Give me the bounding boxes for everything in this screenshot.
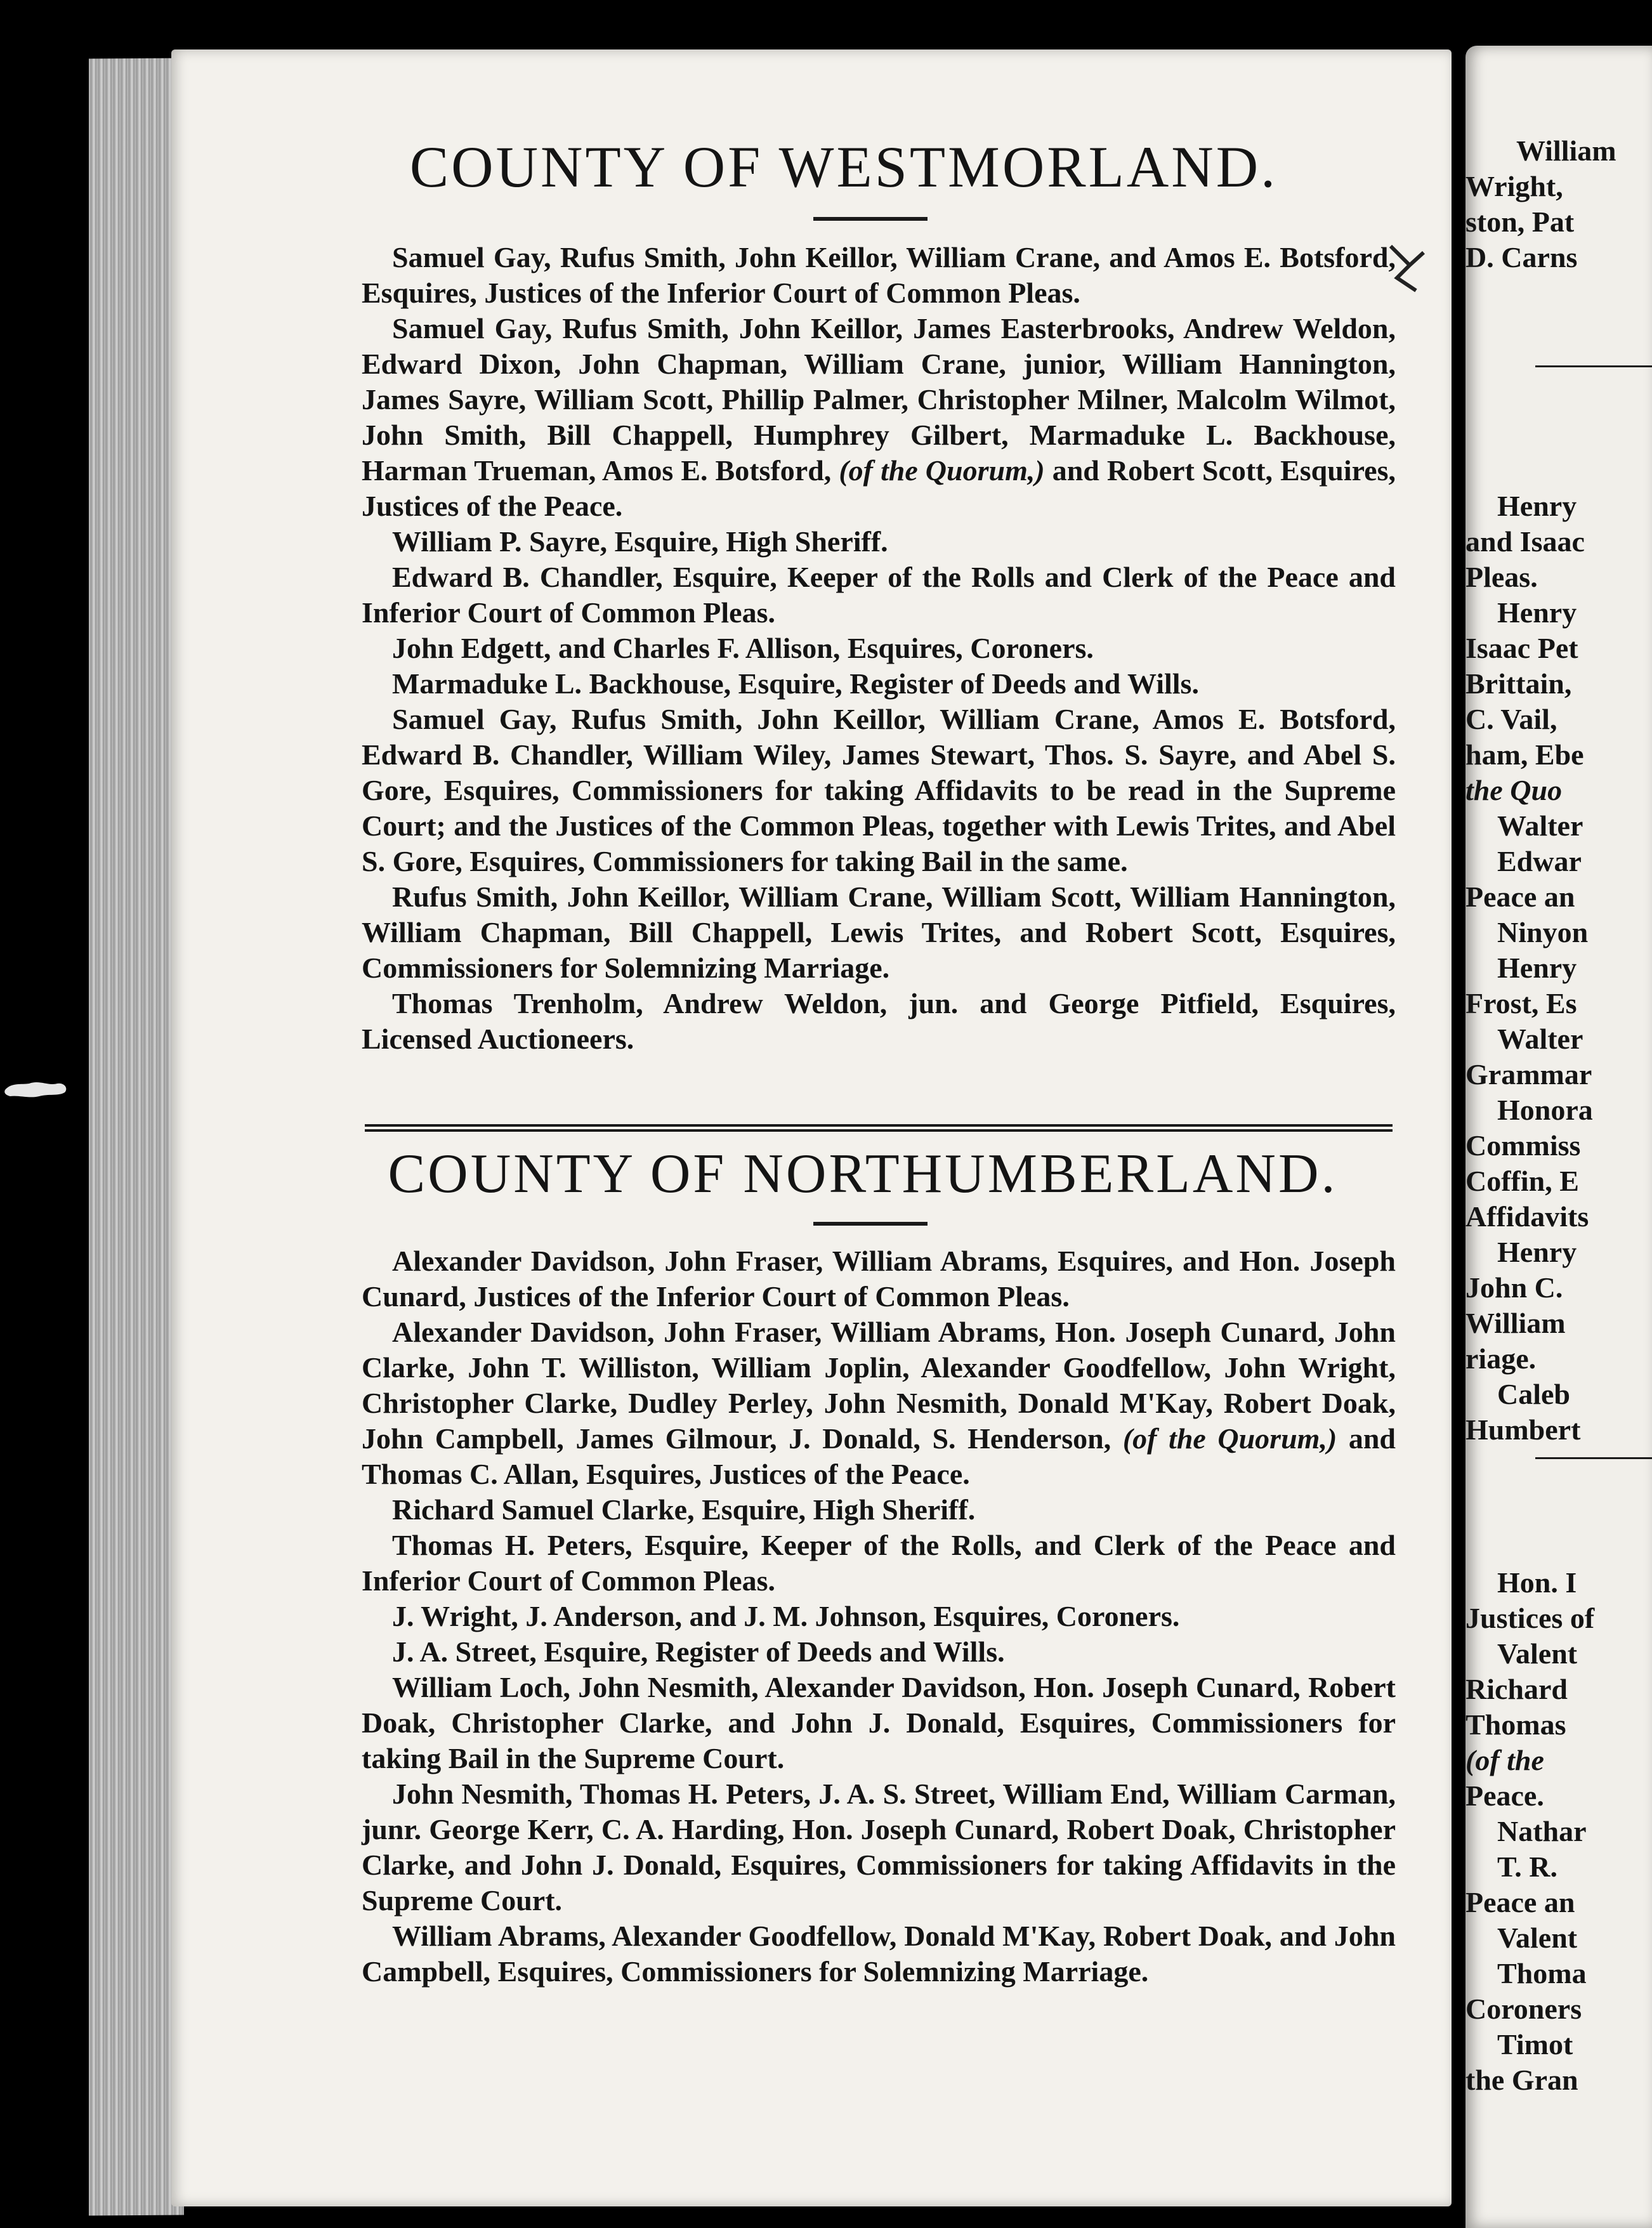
fragment-line: Henry (1497, 490, 1577, 522)
fragment-line: Walter (1497, 1023, 1583, 1055)
paragraph: Edward B. Chandler, Esquire, Keeper of the Rolls and Clerk of the Peace and Inferior Court of Common Pleas. (362, 561, 1396, 629)
fragment-line: Justices of (1465, 1602, 1595, 1634)
fragment-line: Affidavits (1465, 1200, 1589, 1233)
fragment-line: the Quo (1465, 774, 1563, 806)
fragment-line: Caleb (1497, 1378, 1570, 1410)
paragraph: Samuel Gay, Rufus Smith, John Keillor, William Crane, Amos E. Botsford, Edward B. Chandler, William Wiley, James Stewart, Thos. S. Sayre, and Abel S. Gore, Esquires, Commissioners for taking Affidavits to be read in the Supreme Court; and the Justices of the Common Pleas, together with Lewis Trites, and Abel S. Gore, Esquires, Commissioners for taking Bail in the same. (362, 703, 1396, 877)
fragment-line: Henry (1497, 952, 1577, 984)
fragment-line: Henry (1497, 1236, 1577, 1268)
section-northumberland-body (362, 1243, 1396, 1989)
fragment-line: Richard (1465, 1673, 1568, 1705)
fragment-line: Wright, (1465, 170, 1563, 202)
text-run: Samuel Gay, Rufus Smith, John Keillor, James Easterbrooks, Andrew Weldon, Edward Dixon, John Chapman, William Crane, junior, William Hannington, James Sayre, William Scott, Phillip Palmer, Christopher Milner, Malcolm Wilmot, John Smith, Bill Chappell, Humphrey Gilbert, Marmaduke L. Backhouse, Harman Trueman, Amos E. Botsford, (362, 312, 1396, 487)
text-run: Alexander Davidson, John Fraser, William Abrams, Hon. Joseph Cunard, John Clarke, John T. Williston, William Joplin, Alexander Goodfellow, John Wright, Christopher Clarke, Dudley Perley, John Nesmith, Donald M'Kay, Robert Doak, John Campbell, James Gilmour, J. Donald, S. Henderson, (362, 1316, 1396, 1455)
paragraph: Thomas Trenholm, Andrew Weldon, jun. and George Pitfield, Esquires, Licensed Auctioneers. (362, 987, 1396, 1055)
paragraph: Marmaduke L. Backhouse, Esquire, Register of Deeds and Wills. (392, 667, 1199, 700)
fragment-line: William (1516, 134, 1616, 167)
section-divider (365, 1124, 1393, 1132)
fragment-line: Coffin, E (1465, 1165, 1579, 1197)
fragment-line: Hon. I (1497, 1566, 1577, 1599)
fragment-line: Ninyon (1497, 916, 1589, 948)
fragment-line: William (1465, 1307, 1566, 1339)
paragraph: John Nesmith, Thomas H. Peters, J. A. S. Street, William End, William Carman, junr. George Kerr, C. A. Harding, Hon. Joseph Cunard, Robert Doak, Christopher Clarke, and John J. Donald, Esquires, Commissioners for taking Affidavits in the Supreme Court. (362, 1778, 1396, 1917)
right-page-fragment-bottom (1465, 1565, 1652, 2098)
paragraph: J. A. Street, Esquire, Register of Deeds and Wills. (392, 1635, 1005, 1668)
fragment-line: Humbert (1465, 1413, 1581, 1446)
paragraph: William Abrams, Alexander Goodfellow, Donald M'Kay, Robert Doak, and John Campbell, Esquires, Commissioners for Solemnizing Marriage. (362, 1920, 1396, 1988)
fragment-line: T. R. (1497, 1851, 1557, 1883)
fragment-line: Commiss (1465, 1129, 1581, 1162)
paragraph: Alexander Davidson, John Fraser, William Abrams, Esquires, and Hon. Joseph Cunard, Justices of the Inferior Court of Common Pleas. (362, 1245, 1396, 1313)
title-rule (813, 217, 928, 221)
fragment-line: Pleas. (1465, 561, 1538, 593)
paragraph: J. Wright, J. Anderson, and J. M. Johnson, Esquires, Coroners. (392, 1600, 1180, 1632)
right-page-rule (1535, 365, 1652, 367)
fragment-line: ston, Pat (1465, 206, 1575, 238)
paragraph (362, 1314, 1396, 1492)
text-run: and Thomas C. Allan, Esquires, Justices of the Peace. (362, 1422, 1396, 1490)
fragment-line: riage. (1465, 1342, 1537, 1375)
fragment-line: Isaac Pet (1465, 632, 1578, 664)
fragment-line: Edwar (1497, 845, 1582, 877)
paragraph: Richard Samuel Clarke, Esquire, High Sheriff. (392, 1493, 976, 1526)
fragment-line: Valent (1497, 1922, 1578, 1954)
paragraph: Samuel Gay, Rufus Smith, John Keillor, William Crane, and Amos E. Botsford, Esquires, Justices of the Inferior Court of Common Pleas. (362, 241, 1396, 309)
fragment-line: Walter (1497, 809, 1583, 842)
quorum-italic: (of the Quorum,) (839, 454, 1045, 487)
fragment-line: Peace. (1465, 1779, 1544, 1812)
fragment-line: Nathar (1497, 1815, 1587, 1847)
fragment-line: Coroners (1465, 1993, 1582, 2025)
fragment-line: Peace an (1465, 881, 1575, 913)
fragment-line: John C. (1465, 1271, 1563, 1304)
paragraph: John Edgett, and Charles F. Allison, Esquires, Coroners. (392, 632, 1094, 664)
section-title-westmorland: COUNTY OF WESTMORLAND. (409, 134, 1278, 199)
fragment-line: Timot (1497, 2028, 1573, 2061)
fragment-line: C. Vail, (1465, 703, 1557, 735)
fragment-line: Thomas (1465, 1708, 1566, 1741)
text-run: and Robert Scott, Esquires, Justices of the Peace. (362, 454, 1396, 522)
right-page-fragment-top (1465, 133, 1652, 275)
fragment-line: Grammar (1465, 1058, 1592, 1091)
section-title-northumberland: COUNTY OF NORTHUMBERLAND. (388, 1143, 1338, 1205)
fragment-line: Valent (1497, 1637, 1578, 1670)
fragment-line: Honora (1497, 1094, 1593, 1126)
fragment-line: and Isaac (1465, 525, 1585, 558)
paragraph (362, 311, 1396, 524)
fragment-line: ham, Ebe (1465, 738, 1584, 771)
right-page-rule (1535, 1457, 1652, 1459)
fragment-line: Frost, Es (1465, 987, 1577, 1019)
paragraph: Thomas H. Peters, Esquire, Keeper of the Rolls, and Clerk of the Peace and Inferior Court of Common Pleas. (362, 1529, 1396, 1597)
paragraph: William Loch, John Nesmith, Alexander Davidson, Hon. Joseph Cunard, Robert Doak, Christopher Clarke, and John J. Donald, Esquires, Commissioners for taking Bail in the Supreme Court. (362, 1671, 1396, 1774)
paragraph: William P. Sayre, Esquire, High Sheriff. (392, 525, 888, 558)
right-page (1465, 46, 1652, 2228)
fragment-line: the Gran (1465, 2064, 1578, 2096)
fragment-line: Henry (1497, 596, 1577, 629)
title-rule (813, 1222, 928, 1226)
page-edge-stack (89, 58, 184, 2215)
fragment-line: Thoma (1497, 1957, 1587, 1989)
fragment-line: D. Carns (1465, 241, 1578, 273)
fragment-line: Peace an (1465, 1886, 1575, 1918)
section-westmorland-body (362, 240, 1396, 1057)
paper-speck-mark (4, 1076, 70, 1101)
fragment-line: Brittain, (1465, 667, 1572, 700)
quorum-italic: (of the Quorum,) (1122, 1422, 1337, 1455)
right-page-fragment-middle (1465, 488, 1652, 1448)
fragment-line: (of the (1465, 1744, 1544, 1776)
paragraph: Rufus Smith, John Keillor, William Crane, William Scott, William Hannington, William Chapman, Bill Chappell, Lewis Trites, and Robert Scott, Esquires, Commissioners for Solemnizing Marriage. (362, 881, 1396, 984)
